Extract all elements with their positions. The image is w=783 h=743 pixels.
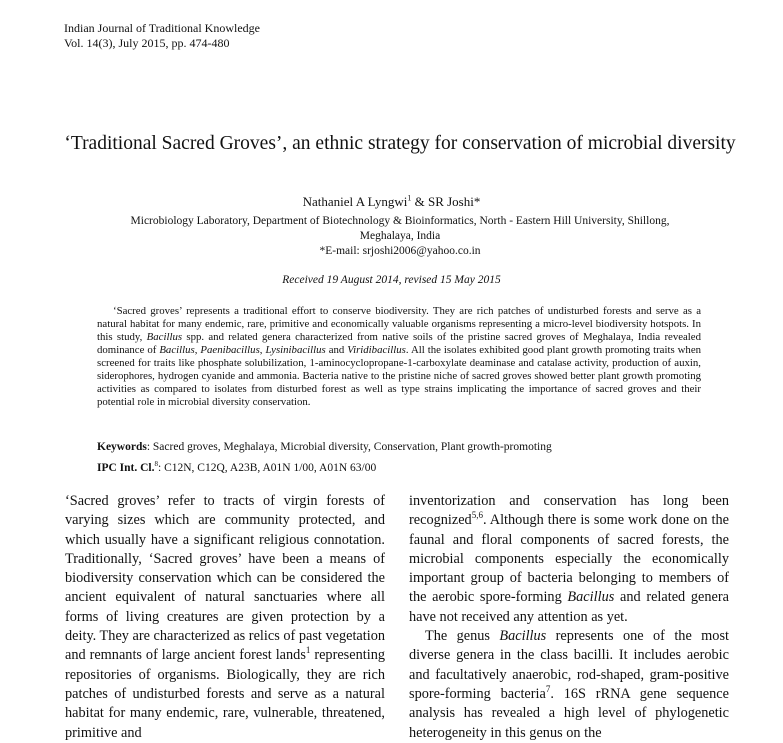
authors [0, 194, 783, 210]
affiliation-line-2: Meghalaya, India [359, 230, 441, 242]
journal-volume: Vol. 14(3), July 2015, pp. 474-480 [64, 36, 230, 50]
ipc-text: : C12N, C12Q, A23B, A01N 1/00, A01N 63/00 [158, 462, 377, 474]
abstract-genus-4: Viridibacillus [347, 344, 406, 356]
abstract-text-3: . All the isolates exhibited good plant growth promoting traits when screened for traits like phosphate solubilization, 1-aminocyclopropane-1-carboxylate deaminase and catalase activity, production of auxin, siderophores, hydrogen cyanide and ammonia. Bacteria native to the pristine niche of sacred groves showed better plant growth promoting activities as compared to isolates from disturbed forest as well as type strains implicating the importance of sacred groves and their potential role in microbial diversity conservation. [97, 344, 702, 408]
paper-title: ‘Traditional Sacred Groves’, an ethnic strategy for conservation of microbial diversity [64, 133, 736, 154]
citation-sup: 7 [545, 684, 551, 695]
body-text: and related genera have not received any attention as yet. [409, 589, 729, 625]
ipc-classification [97, 462, 376, 474]
body-text: The genus [425, 628, 500, 645]
abstract-comma-2: , [259, 344, 266, 356]
abstract-text-1: ‘Sacred groves’ represents a traditional effort to conserve biodiversity. They are rich patches of undisturbed forests and serve as a natural habitat for many endemic, rare, primitive and economically valuable organisms representing a micro-level biodiversity hotspots. In this study, [97, 305, 701, 343]
ipc-sup: 8 [154, 460, 159, 469]
journal-header [64, 21, 260, 51]
received-dates: Received 19 August 2014, revised 15 May 2015 [282, 274, 501, 286]
keywords-text: : Sacred groves, Meghalaya, Microbial diversity, Conservation, Plant growth-promoting [146, 441, 552, 453]
abstract-genus-3: Lysinibacillus [265, 344, 326, 356]
affiliation-line-1: Microbiology Laboratory, Department of Biotechnology & Bioinformatics, North - Eastern Hill University, Shillong, [130, 215, 670, 227]
journal-name: Indian Journal of Traditional Knowledge [64, 21, 260, 35]
keywords [97, 441, 552, 453]
abstract-and: and [325, 344, 348, 356]
author-separator: & [411, 194, 428, 209]
body-paragraph [409, 492, 729, 627]
body-text: . 16S rRNA gene sequence analysis has revealed a high level of phylogenetic heterogeneity in this genus on the [409, 685, 729, 741]
body-text: . Although there is some work done on the faunal and floral components of sacred forests, the microbial components especially the economically important group of bacteria belonging to members of the aerobic spore-forming [409, 512, 729, 606]
ipc-label: IPC Int. Cl. [97, 462, 155, 474]
affiliation [100, 214, 700, 259]
body-text: represents one of the most diverse genera in the class bacilli. It includes aerobic and facultatively anaerobic, rod-shaped, gram-positive spore-forming bacteria [409, 628, 729, 702]
author-2: SR Joshi* [427, 194, 481, 209]
abstract-text-2: spp. and related genera characterized from native soils of the pristine sacred groves of Meghalaya, India revealed dominance of [97, 331, 702, 356]
body-text: representing repositories of organisms. Biologically, they are rich patches of undisturbed forests and serve as a natural habitat for many endemic, rare, vulnerable, threatened, primitive and [65, 647, 385, 741]
corresponding-email: *E-mail: srjoshi2006@yahoo.co.in [319, 245, 481, 257]
body-text: inventorization and conservation has long been recognized [409, 493, 729, 529]
genus-bacillus: Bacillus [499, 628, 547, 645]
abstract-comma-1: , [194, 344, 201, 356]
body-column-right [409, 492, 729, 743]
body-paragraph [409, 627, 729, 743]
abstract-genus-2: Paenibacillus [200, 344, 260, 356]
abstract-genus-1: Bacillus [159, 344, 195, 356]
author-1: Nathaniel A Lyngwi [302, 194, 408, 209]
body-column-left [65, 492, 385, 743]
body-paragraph [65, 492, 385, 743]
author-1-affil-sup: 1 [407, 193, 412, 203]
body-text: ‘Sacred groves’ refer to tracts of virgin forests of varying sizes which are community protected, and which usually have a significant religious connotation. Traditionally, ‘Sacred groves’ have been a means of biodiversity conservation which can be considered the ancient equivalent of natural sanctuaries where all forms of living creatures are given protection by a deity. They are characterized as relics of past vegetation and remnants of large ancient forest lands [65, 493, 385, 664]
abstract [97, 305, 701, 409]
genus-bacillus: Bacillus [567, 589, 615, 606]
abstract-genus-bacillus: Bacillus [146, 331, 183, 343]
citation-sup: 1 [305, 645, 311, 656]
citation-sup: 5,6 [471, 510, 483, 521]
keywords-label: Keywords [97, 441, 147, 453]
